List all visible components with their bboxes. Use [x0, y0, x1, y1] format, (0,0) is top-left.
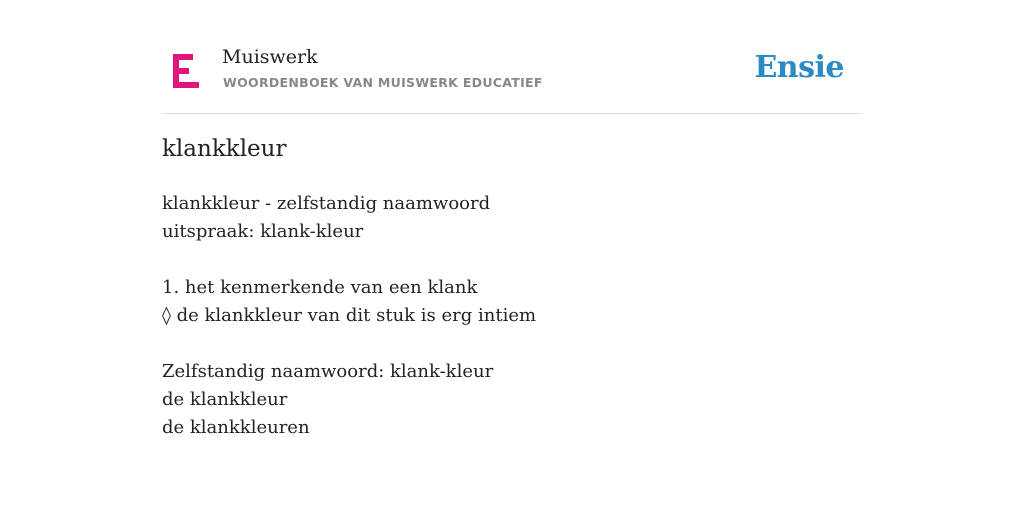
grammar-heading: Zelfstandig naamwoord: klank-kleur — [162, 361, 494, 382]
muiswerk-logo-icon[interactable] — [173, 54, 201, 88]
site-header — [162, 40, 862, 114]
example-line: ◊ de klankkleur van dit stuk is erg intiem — [162, 305, 537, 326]
page-title: klankkleur — [162, 136, 287, 162]
ensie-logo[interactable]: Ensie — [754, 50, 844, 85]
brand-subtitle: WOORDENBOEK VAN MUISWERK EDUCATIEF — [223, 75, 543, 90]
singular-form: de klankkleur — [162, 389, 288, 410]
dictionary-entry — [162, 190, 862, 442]
spacer — [162, 246, 862, 274]
part-of-speech-line: klankkleur - zelfstandig naamwoord — [162, 193, 491, 214]
plural-form: de klankkleuren — [162, 417, 310, 438]
brand-name[interactable]: Muiswerk — [222, 46, 318, 68]
spacer — [162, 330, 862, 358]
pronunciation-line: uitspraak: klank-kleur — [162, 221, 364, 242]
definition-line: 1. het kenmerkende van een klank — [162, 277, 478, 298]
